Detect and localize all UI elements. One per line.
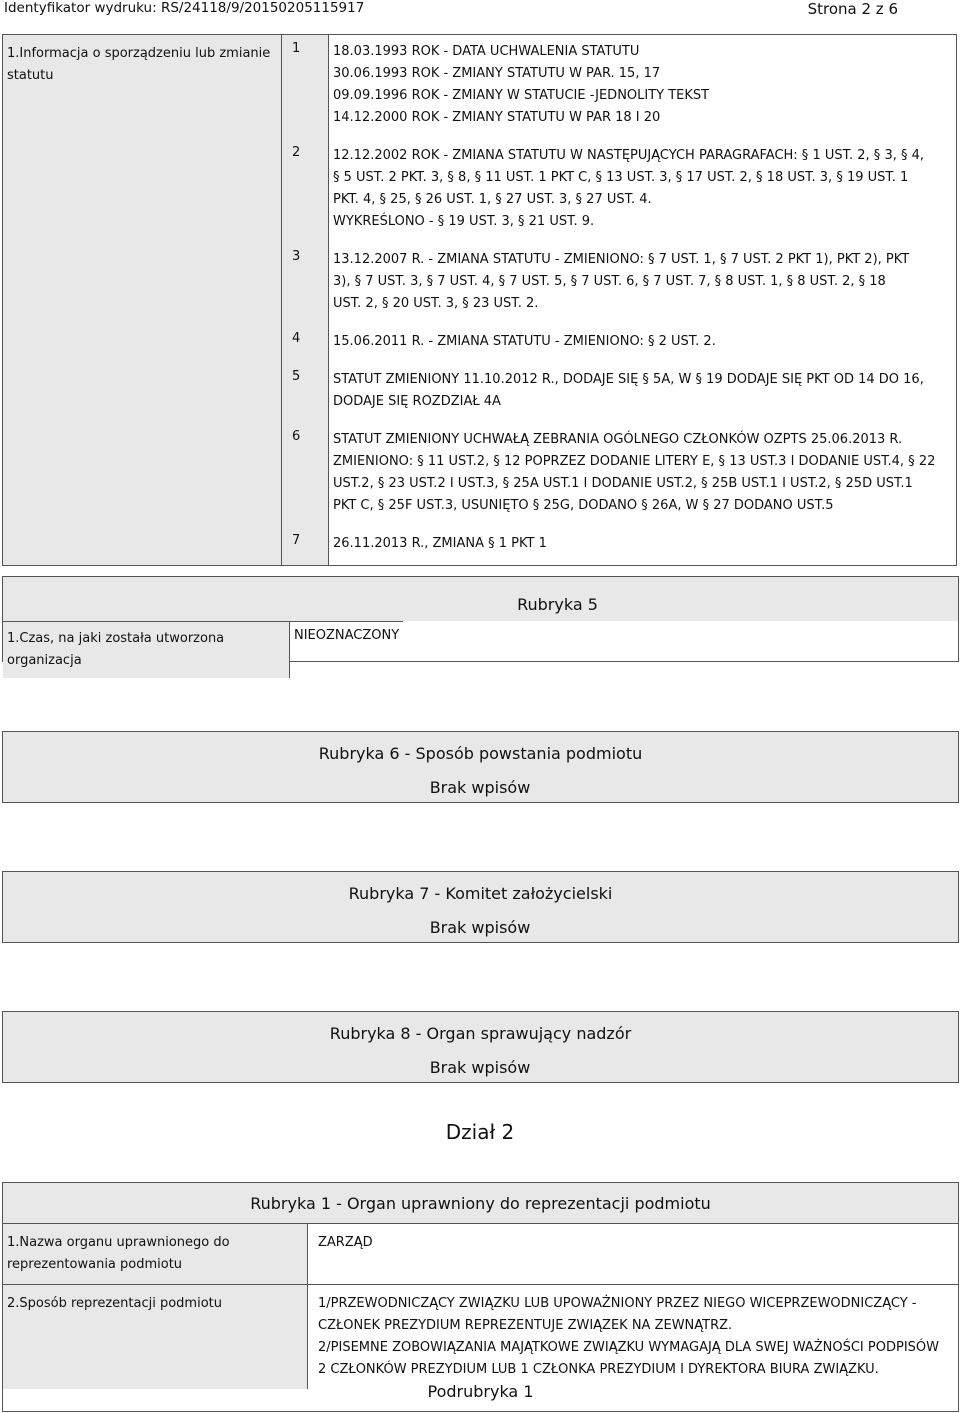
statute-line: 3), § 7 UST. 3, § 7 UST. 4, § 7 UST. 5, § 7 UST. 6, § 7 UST. 7, § 8 UST. 1, § 8 UST. 2, § 18: [333, 274, 886, 289]
representation-line: ZARZĄD: [318, 1235, 373, 1250]
statute-row-text: [329, 139, 957, 243]
statute-line: 14.12.2000 ROK - ZMIANY STATUTU W PAR 18 I 20: [333, 110, 661, 125]
statute-line: 15.06.2011 R. - ZMIANA STATUTU - ZMIENIONO: § 2 UST. 2.: [333, 334, 716, 349]
rubryka-5-box: [2, 576, 959, 668]
statute-table: [2, 34, 957, 566]
page-number: Strona 2 z 6: [807, 0, 898, 18]
representation-line: 2 CZŁONKÓW PREZYDIUM LUB 1 CZŁONKA PREZYDIUM I DYREKTORA BIURA ZWIĄZKU.: [318, 1362, 879, 1377]
print-header: [0, 0, 960, 20]
statute-row-number: 3: [282, 243, 329, 325]
statute-row-number: 1: [282, 35, 329, 140]
statute-row-text: [329, 325, 957, 363]
statute-row-number: 6: [282, 423, 329, 527]
representation-value: [308, 1224, 383, 1284]
representation-label: 2.Sposób reprezentacji podmiotu: [3, 1285, 308, 1389]
dzial-2-rubryka-1-box: [2, 1182, 959, 1412]
section-title: Dział 2: [445, 1120, 515, 1144]
subsection-title: Podrubryka 1: [427, 1382, 534, 1401]
print-identifier: Identyfikator wydruku: RS/24118/9/20150205115917: [4, 0, 365, 16]
statute-row-text: [329, 363, 957, 423]
statute-row-text: [329, 35, 957, 140]
representation-line: 2/PISEMNE ZOBOWIĄZANIA MAJĄTKOWE ZWIĄZKU WYMAGAJĄ DLA SWEJ WAŻNOŚCI PODPISÓW: [318, 1340, 939, 1355]
statute-line: ZMIENIONO: § 11 UST.2, § 12 POPRZEZ DODANIE LITERY E, § 13 UST.3 I DODANIE UST.4, § 22: [333, 454, 936, 469]
representation-value: [308, 1285, 949, 1389]
statute-row-number: 4: [282, 325, 329, 363]
representation-line: 1/PRZEWODNICZĄCY ZWIĄZKU LUB UPOWAŻNIONY PRZEZ NIEGO WICEPRZEWODNICZĄCY -: [318, 1296, 917, 1311]
statute-row-text: [329, 527, 957, 566]
rubryka-8-empty: Brak wpisów: [429, 1058, 531, 1077]
rubryka-8-title: Rubryka 8 - Organ sprawujący nadzór: [329, 1024, 632, 1043]
rubryka-7-empty: Brak wpisów: [429, 918, 531, 937]
statute-row-number: 7: [282, 527, 329, 566]
statute-line: 26.11.2013 R., ZMIANA § 1 PKT 1: [333, 536, 547, 551]
statute-line: 13.12.2007 R. - ZMIANA STATUTU - ZMIENIONO: § 7 UST. 1, § 7 UST. 2 PKT 1), PKT 2), PKT: [333, 252, 910, 267]
representation-row: [3, 1284, 958, 1389]
statute-row-text: [329, 423, 957, 527]
rubryka-6-empty: Brak wpisów: [429, 778, 531, 797]
statute-row-number: 5: [282, 363, 329, 423]
rubryka-6-title: Rubryka 6 - Sposób powstania podmiotu: [318, 744, 643, 763]
statute-line: DODAJE SIĘ ROZDZIAŁ 4A: [333, 394, 501, 409]
statute-line: 12.12.2002 ROK - ZMIANA STATUTU W NASTĘPUJĄCYCH PARAGRAFACH: § 1 UST. 2, § 3, § 4,: [333, 148, 925, 163]
statute-line: PKT C, § 25F UST.3, USUNIĘTO § 25G, DODANO § 26A, W § 27 DODANO UST.5: [333, 498, 834, 513]
statute-line: PKT. 4, § 25, § 26 UST. 1, § 27 UST. 3, § 27 UST. 4.: [333, 192, 652, 207]
statute-line: 18.03.1993 ROK - DATA UCHWALENIA STATUTU: [333, 44, 640, 59]
duration-value: NIEOZNACZONY: [290, 621, 403, 678]
statute-line: 30.06.1993 ROK - ZMIANY STATUTU W PAR. 15, 17: [333, 66, 661, 81]
statute-line: WYKREŚLONO - § 19 UST. 3, § 21 UST. 9.: [333, 214, 595, 229]
representation-row: [3, 1223, 958, 1284]
statute-line: UST. 2, § 20 UST. 3, § 23 UST. 2.: [333, 296, 539, 311]
statute-row-text: [329, 243, 957, 325]
statute-label: 1.Informacja o sporządzeniu lub zmianie statutu: [3, 35, 282, 566]
statute-line: STATUT ZMIENIONY UCHWAŁĄ ZEBRANIA OGÓLNEGO CZŁONKÓW OZPTS 25.06.2013 R.: [333, 432, 903, 447]
dzial-2-rubryka-1-title: Rubryka 1 - Organ uprawniony do reprezentacji podmiotu: [3, 1183, 958, 1223]
rubryka-5-title: Rubryka 5: [3, 577, 958, 621]
representation-line: CZŁONEK PREZYDIUM REPREZENTUJE ZWIĄZEK NA ZEWNĄTRZ.: [318, 1318, 733, 1333]
duration-label: 1.Czas, na jaki została utworzona organizacja: [3, 621, 290, 678]
statute-row-number: 2: [282, 139, 329, 243]
statute-line: § 5 UST. 2 PKT. 3, § 8, § 11 UST. 1 PKT C, § 13 UST. 3, § 17 UST. 2, § 18 UST. 3, § 19 UST. 1: [333, 170, 909, 185]
statute-row: [3, 35, 957, 140]
representation-label: 1.Nazwa organu uprawnionego do reprezentowania podmiotu: [3, 1224, 308, 1284]
statute-line: UST.2, § 23 UST.2 I UST.3, § 25A UST.1 I DODANIE UST.2, § 25B UST.1 I UST.2, § 25D UST.1: [333, 476, 913, 491]
rubryka-7-title: Rubryka 7 - Komitet założycielski: [348, 884, 613, 903]
statute-line: 09.09.1996 ROK - ZMIANY W STATUCIE -JEDNOLITY TEKST: [333, 88, 710, 103]
statute-line: STATUT ZMIENIONY 11.10.2012 R., DODAJE SIĘ § 5A, W § 19 DODAJE SIĘ PKT OD 14 DO 16,: [333, 372, 924, 387]
